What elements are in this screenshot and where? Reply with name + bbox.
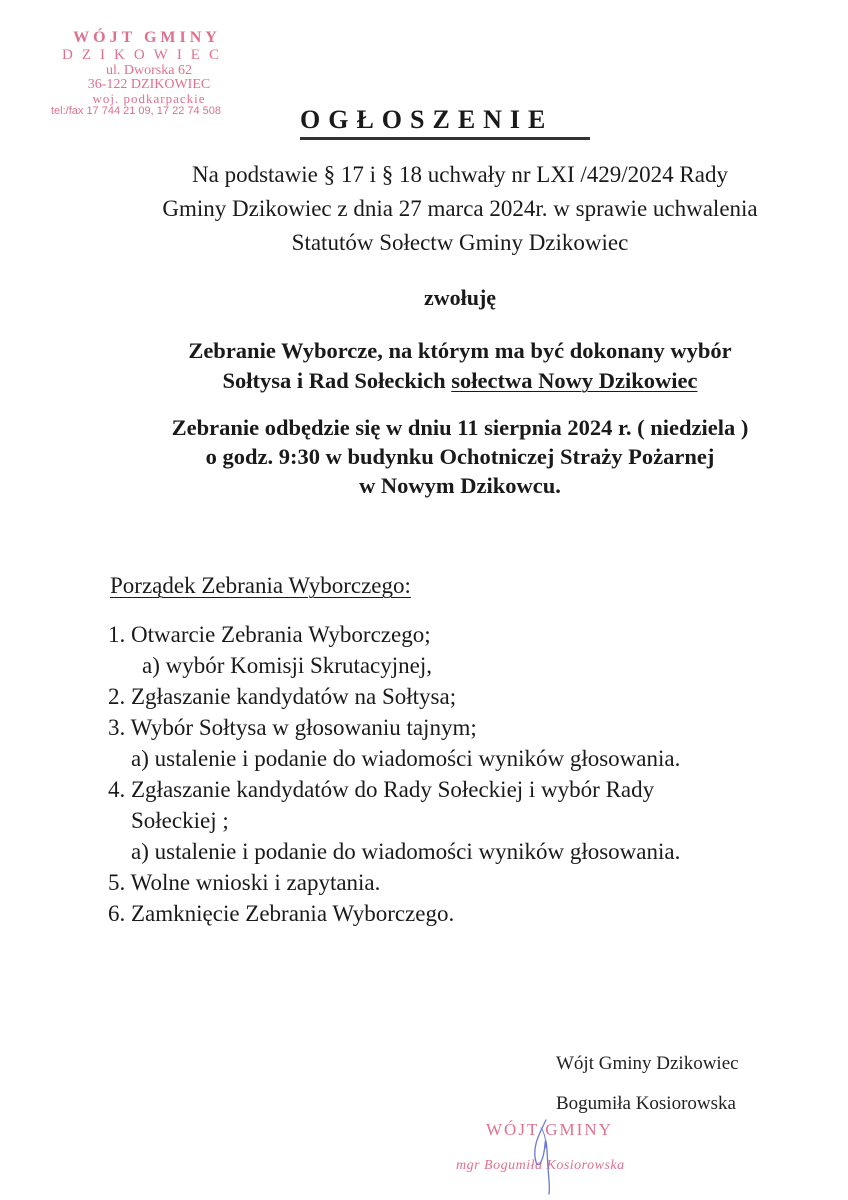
intro-line: Gminy Dzikowiec z dnia 27 marca 2024r. w sprawie uchwalenia xyxy=(162,196,758,221)
letterhead-stamp xyxy=(44,30,254,117)
stamp-postcode: 36-122 DZIKOWIEC xyxy=(87,77,211,92)
stamp-street: ul. Dworska 62 xyxy=(106,63,192,78)
meeting-location: w Nowym Dzikowcu. xyxy=(359,473,561,498)
document-title: OGŁOSZENIE xyxy=(300,106,590,140)
village-name-underlined: sołectwa Nowy Dzikowiec xyxy=(451,368,698,393)
meeting-details xyxy=(100,413,820,500)
signature-stamp-title: WÓJT GMINY xyxy=(486,1120,613,1139)
intro-paragraph xyxy=(100,158,820,260)
stamp-phone: tel:/fax 17 744 21 09, 17 22 74 508 xyxy=(50,105,222,117)
agenda-item: 1. Otwarcie Zebrania Wyborczego; xyxy=(108,622,431,647)
meeting-time-place: o godz. 9:30 w budynku Ochotniczej Straży Pożarnej xyxy=(205,444,715,469)
signature-block xyxy=(556,1044,739,1124)
agenda-item: 6. Zamknięcie Zebrania Wyborczego. xyxy=(108,901,455,926)
convene-word: zwołuję xyxy=(423,285,497,310)
stamp-voivodeship: woj. podkarpackie xyxy=(92,91,206,106)
signatory-name: Bogumiła Kosiorowska xyxy=(556,1093,736,1114)
stamp-title: WÓJT GMINY xyxy=(73,29,221,46)
assembly-line-prefix: Sołtysa i Rad Sołeckich xyxy=(222,368,452,393)
signatory-role: Wójt Gminy Dzikowiec xyxy=(556,1053,739,1074)
intro-line: Na podstawie § 17 i § 18 uchwały nr LXI /429/2024 Rady xyxy=(192,162,728,187)
intro-line: Statutów Sołectw Gminy Dzikowiec xyxy=(291,230,629,255)
agenda-item: 5. Wolne wnioski i zapytania. xyxy=(108,870,381,895)
signature-stamp-name: mgr Bogumiła Kosiorowska xyxy=(456,1158,625,1173)
assembly-line: Zebranie Wyborcze, na którym ma być dokonany wybór xyxy=(188,338,732,363)
agenda-subitem: a) wybór Komisji Skrutacyjnej, xyxy=(142,653,433,678)
stamp-municipality: DZIKOWIEC xyxy=(62,47,228,63)
meeting-date: Zebranie odbędzie się w dniu 11 sierpnia 2024 r. ( niedziela ) xyxy=(171,415,749,440)
agenda-item-continuation: Sołeckiej ; xyxy=(131,808,229,833)
agenda-item: 3. Wybór Sołtysa w głosowaniu tajnym; xyxy=(108,715,477,740)
agenda-heading: Porządek Zebrania Wyborczego: xyxy=(110,573,411,598)
agenda-item: 4. Zgłaszanie kandydatów do Rady Sołeckiej i wybór Rady xyxy=(108,777,655,802)
agenda-subitem: a) ustalenie i podanie do wiadomości wyników głosowania. xyxy=(131,839,681,864)
assembly-line xyxy=(100,366,820,396)
agenda-subitem: a) ustalenie i podanie do wiadomości wyników głosowania. xyxy=(131,746,681,771)
agenda-list xyxy=(108,619,808,929)
assembly-announcement xyxy=(100,336,820,396)
handwritten-signature-icon xyxy=(528,1118,558,1196)
agenda-item: 2. Zgłaszanie kandydatów na Sołtysa; xyxy=(108,684,457,709)
